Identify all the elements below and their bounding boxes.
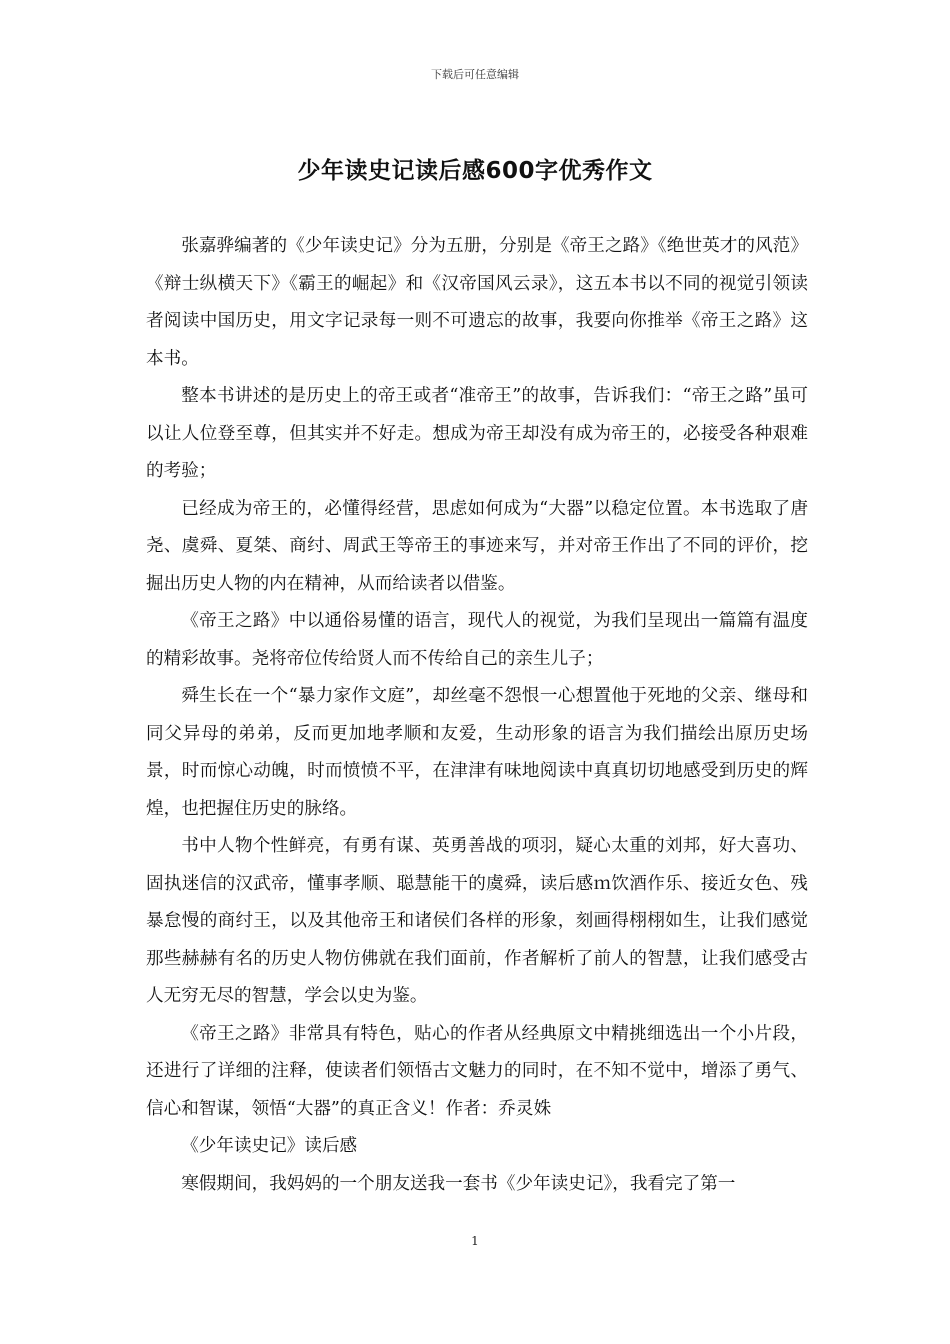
paragraph: 寒假期间，我妈妈的一个朋友送我一套书《少年读史记》，我看完了第一 bbox=[181, 1173, 736, 1194]
paragraph: 《少年读史记》读后感 bbox=[181, 1136, 358, 1156]
document-body bbox=[146, 228, 808, 1203]
paragraph: 《帝王之路》非常具有特色，贴心的作者从经典原文中精挑细选出一个小片段，还进行了详细的注释，使读者们领悟古文魅力的同时，在不知不觉中，增添了勇气、信心和智谋，领悟“大器”的真正含义！作者：乔灵姝 bbox=[146, 1023, 808, 1119]
paragraph: 书中人物个性鲜亮，有勇有谋、英勇善战的项羽，疑心太重的刘邦，好大喜功、固执迷信的汉武帝，懂事孝顺、聪慧能干的虞舜，读后感ｍ饮酒作乐、接近女色、残暴怠慢的商纣王，以及其他帝王和诸侯们各样的形象，刻画得栩栩如生，让我们感觉那些赫赫有名的历史人物仿佛就在我们面前，作者解析了前人的智慧，让我们感受古人无穷无尽的智慧，学会以史为鉴。 bbox=[146, 836, 808, 1006]
paragraph: 张嘉骅编著的《少年读史记》分为五册，分别是《帝王之路》《绝世英才的风范》《辩士纵横天下》《霸王的崛起》和《汉帝国风云录》，这五本书以不同的视觉引领读者阅读中国历史，用文字记录每一则不可遗忘的故事，我要向你推举《帝王之路》这本书。 bbox=[146, 236, 808, 369]
paragraph: 舜生长在一个“暴力家作文庭”，却丝毫不怨恨一心想置他于死地的父亲、继母和同父异母的弟弟，反而更加地孝顺和友爱，生动形象的语言为我们描绘出原历史场景，时而惊心动魄，时而愤愤不平，在津津有味地阅读中真真切切地感受到历史的辉煌，也把握住历史的脉络。 bbox=[146, 686, 808, 819]
paragraph: 已经成为帝王的，必懂得经营，思虑如何成为“大器”以稳定位置。本书选取了唐尧、虞舜、夏桀、商纣、周武王等帝王的事迹来写，并对帝王作出了不同的评价，挖掘出历史人物的内在精神，从而给读者以借鉴。 bbox=[146, 498, 808, 594]
header-note: 下载后可任意编辑 bbox=[431, 68, 519, 81]
page-number: 1 bbox=[471, 1234, 479, 1248]
paragraph: 《帝王之路》中以通俗易懂的语言，现代人的视觉，为我们呈现出一篇篇有温度的精彩故事。尧将帝位传给贤人而不传给自己的亲生儿子； bbox=[146, 611, 808, 669]
paragraph: 整本书讲述的是历史上的帝王或者“准帝王”的故事，告诉我们：“帝王之路”虽可以让人位登至尊，但其实并不好走。想成为帝王却没有成为帝王的，必接受各种艰难的考验； bbox=[146, 386, 808, 481]
document-title: 少年读史记读后感600字优秀作文 bbox=[297, 158, 653, 184]
